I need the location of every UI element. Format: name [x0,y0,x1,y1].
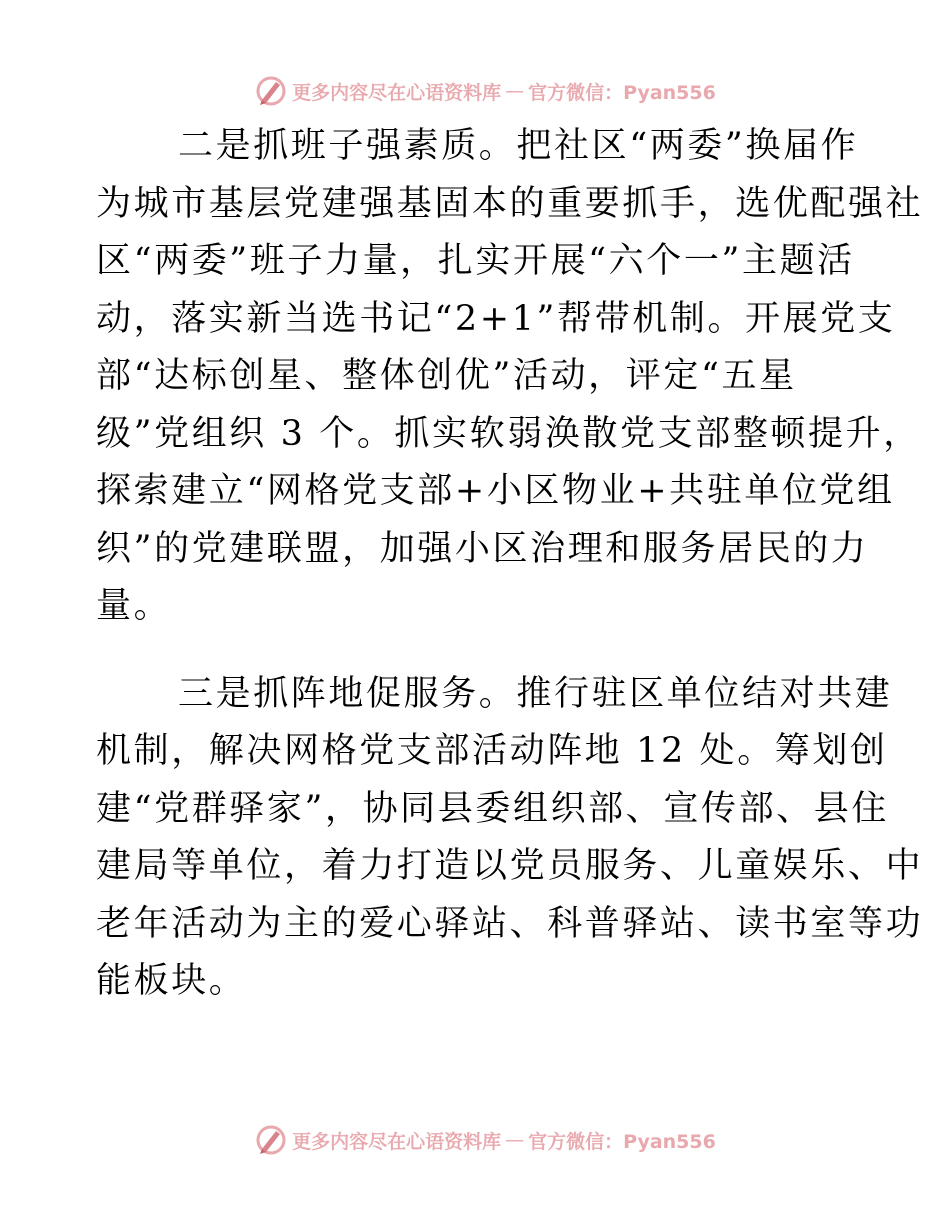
text-line: 能板块。 [96,961,247,1001]
watermark-text: 更多内容尽在心语资料库 [292,1130,502,1153]
watermark-dash: — [505,80,525,102]
text-line: 三是抓阵地促服务。推行驻区单位结对共建 [178,673,893,714]
text-line: 部“达标创星、整体创优”活动，评定“五星 [96,356,797,396]
document-body [96,118,924,1011]
watermark-text: 更多内容尽在心语资料库 [292,81,502,104]
text-line: 为城市基层党建强基固本的重要抓手，选优配强社 [96,183,924,224]
footer-watermark [0,1120,950,1160]
watermark-dash: — [505,1129,525,1151]
text-line: 二是抓班子强素质。把社区“两委”换届作 [178,126,859,166]
text-line: 老年活动为主的爱心驿站、科普驿站、读书室等功 [96,903,924,944]
text-line: 量。 [96,586,172,626]
text-line: 建“党群驿家”，协同县委组织部、宣传部、县住 [96,788,889,829]
watermark-group [254,1123,716,1157]
text-line: 建局等单位，着力打造以党员服务、儿童娱乐、中 [96,846,924,886]
pen-circle-logo-icon [254,74,288,108]
text-line: 级”党组织 3 个。抓实软弱涣散党支部整顿提升， [96,413,921,454]
text-line: 机制，解决网格党支部活动阵地 12 处。筹划创 [96,731,888,771]
pen-circle-logo-icon [254,1123,288,1157]
watermark-contact: 官方微信：Pyan556 [528,81,716,104]
text-line: 探索建立“网格党支部+小区物业+共驻单位党组 [96,471,895,511]
paragraph-1 [96,118,924,636]
text-line: 动，落实新当选书记“2+1”帮带机制。开展党支 [96,298,896,339]
watermark-contact: 官方微信：Pyan556 [528,1130,716,1153]
header-watermark [0,71,950,111]
text-line: 区“两委”班子力量，扎实开展“六个一”主题活 [96,241,855,281]
watermark-group [254,74,716,108]
paragraph-2 [96,666,924,1011]
text-line: 织”的党建联盟，加强小区治理和服务居民的力 [96,528,869,569]
